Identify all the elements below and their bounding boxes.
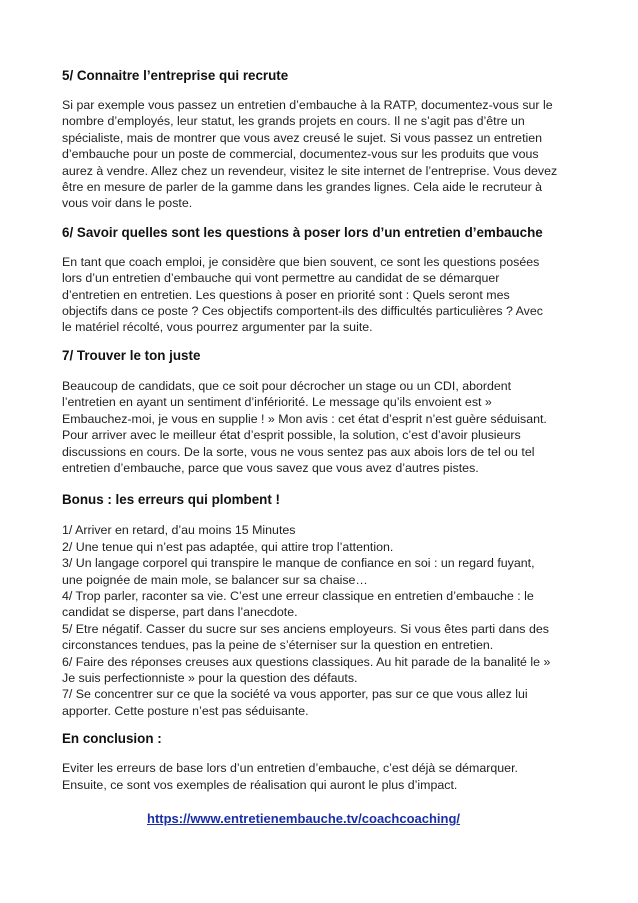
bonus-list-line: 3/ Un langage corporel qui transpire le manque de confiance en soi : un regard fuyant,: [62, 556, 535, 571]
section-5-body: [62, 97, 582, 212]
bonus-list-line: 1/ Arriver en retard, d’au moins 15 Minutes: [62, 523, 296, 538]
bonus-list-line: Je suis perfectionniste » pour la question des défauts.: [62, 670, 358, 685]
section-5-line: nombre d’employés, leur statut, les grands projets en cours. Il ne s’agit pas d’être un: [62, 114, 525, 129]
section-7-heading: 7/ Trouver le ton juste: [62, 347, 201, 363]
bonus-list-line: apporter. Cette posture n’est pas séduisante.: [62, 703, 309, 718]
section-6-line: objectifs dans ce poste ? Ces objectifs comportent-ils des difficultés particulières ? Avec: [62, 304, 543, 319]
section-6-body: [62, 254, 582, 336]
bonus-list-line: 6/ Faire des réponses creuses aux questions classiques. Au hit parade de la banalité le »: [62, 654, 551, 669]
bonus-list: [62, 522, 582, 719]
conclusion-body: [62, 760, 582, 793]
conclusion-line: Eviter les erreurs de base lors d’un entretien d’embauche, c’est déjà se démarquer.: [62, 761, 518, 776]
section-7-line: Beaucoup de candidats, que ce soit pour décrocher un stage ou un CDI, abordent: [62, 378, 512, 393]
section-5-line: d’embauche pour un poste de commercial, documentez-vous sur les produits que vous: [62, 147, 539, 162]
section-7-line: Pour arriver avec le meilleur état d’esprit possible, la solution, c’est d’avoir plusieurs: [62, 428, 521, 443]
bonus-list-line: 4/ Trop parler, raconter sa vie. C’est une erreur classique en entretien d’embauche : le: [62, 588, 534, 603]
document-page: [62, 62, 582, 826]
section-6-line: le matériel récolté, vous pourrez argumenter par la suite.: [62, 320, 373, 335]
bonus-list-line: candidat se disperse, part dans l’anecdote.: [62, 605, 298, 620]
section-7-line: l’entretien en ayant un sentiment d’infériorité. Le message qu’ils envoient est »: [62, 395, 492, 410]
section-5-line: Si par exemple vous passez un entretien d’embauche à la RATP, documentez-vous sur le: [62, 98, 553, 112]
section-7-body: [62, 378, 582, 476]
section-5-line: vous voir dans le poste.: [62, 196, 193, 211]
section-6-heading: 6/ Savoir quelles sont les questions à poser lors d’un entretien d’embauche: [62, 224, 543, 240]
bonus-list-line: 5/ Etre négatif. Casser du sucre sur ses anciens employeurs. Si vous êtes parti dans des: [62, 621, 549, 636]
section-7-line: Embauchez-moi, je vous en supplie ! » Mon avis : cet état d’esprit n’est guère séduisant.: [62, 411, 547, 426]
section-6-line: d’entretien en entretien. Les questions à poser en priorité sont : Quels seront mes: [62, 287, 510, 302]
section-5-line: spécialiste, mais de montrer que vous avez creusé le sujet. Si vous passez un entretien: [62, 130, 543, 145]
section-5-heading: 5/ Connaitre l’entreprise qui recrute: [62, 68, 289, 83]
bonus-list-line: 2/ Une tenue qui n’est pas adaptée, qui attire trop l’attention.: [62, 539, 394, 554]
section-5-line: aurez à vendre. Allez chez un revendeur, visitez le site internet de l’entreprise. Vous devez: [62, 163, 558, 178]
bonus-list-line: une poignée de main mole, se balancer sur sa chaise…: [62, 572, 368, 587]
section-6-line: lors d’un entretien d’embauche qui vont permettre au candidat de se démarquer: [62, 271, 500, 286]
section-6-line: En tant que coach emploi, je considère que bien souvent, ce sont les questions posées: [62, 254, 540, 269]
coaching-link[interactable]: https://www.entretienembauche.tv/coachcoaching/: [147, 811, 461, 826]
bonus-heading: Bonus : les erreurs qui plombent !: [62, 492, 280, 508]
section-7-line: entretien d’embauche, parce que vous savez que vous avez d’autres pistes.: [62, 460, 479, 475]
bonus-list-line: 7/ Se concentrer sur ce que la société va vous apporter, pas sur ce que vous allez lui: [62, 687, 528, 702]
bonus-list-line: circonstances tendues, pas la peine de s’éterniser sur la question en entretien.: [62, 638, 494, 653]
conclusion-line: Ensuite, ce sont vos exemples de réalisation qui auront le plus d’impact.: [62, 777, 458, 792]
section-5-line: être en mesure de parler de la gamme dans les grandes lignes. Cela aide le recruteur à: [62, 180, 543, 195]
section-7-line: discussions en cours. De la sorte, vous ne vous sentez pas aux abois lors de tel ou tel: [62, 444, 535, 459]
conclusion-heading: En conclusion :: [62, 731, 162, 747]
